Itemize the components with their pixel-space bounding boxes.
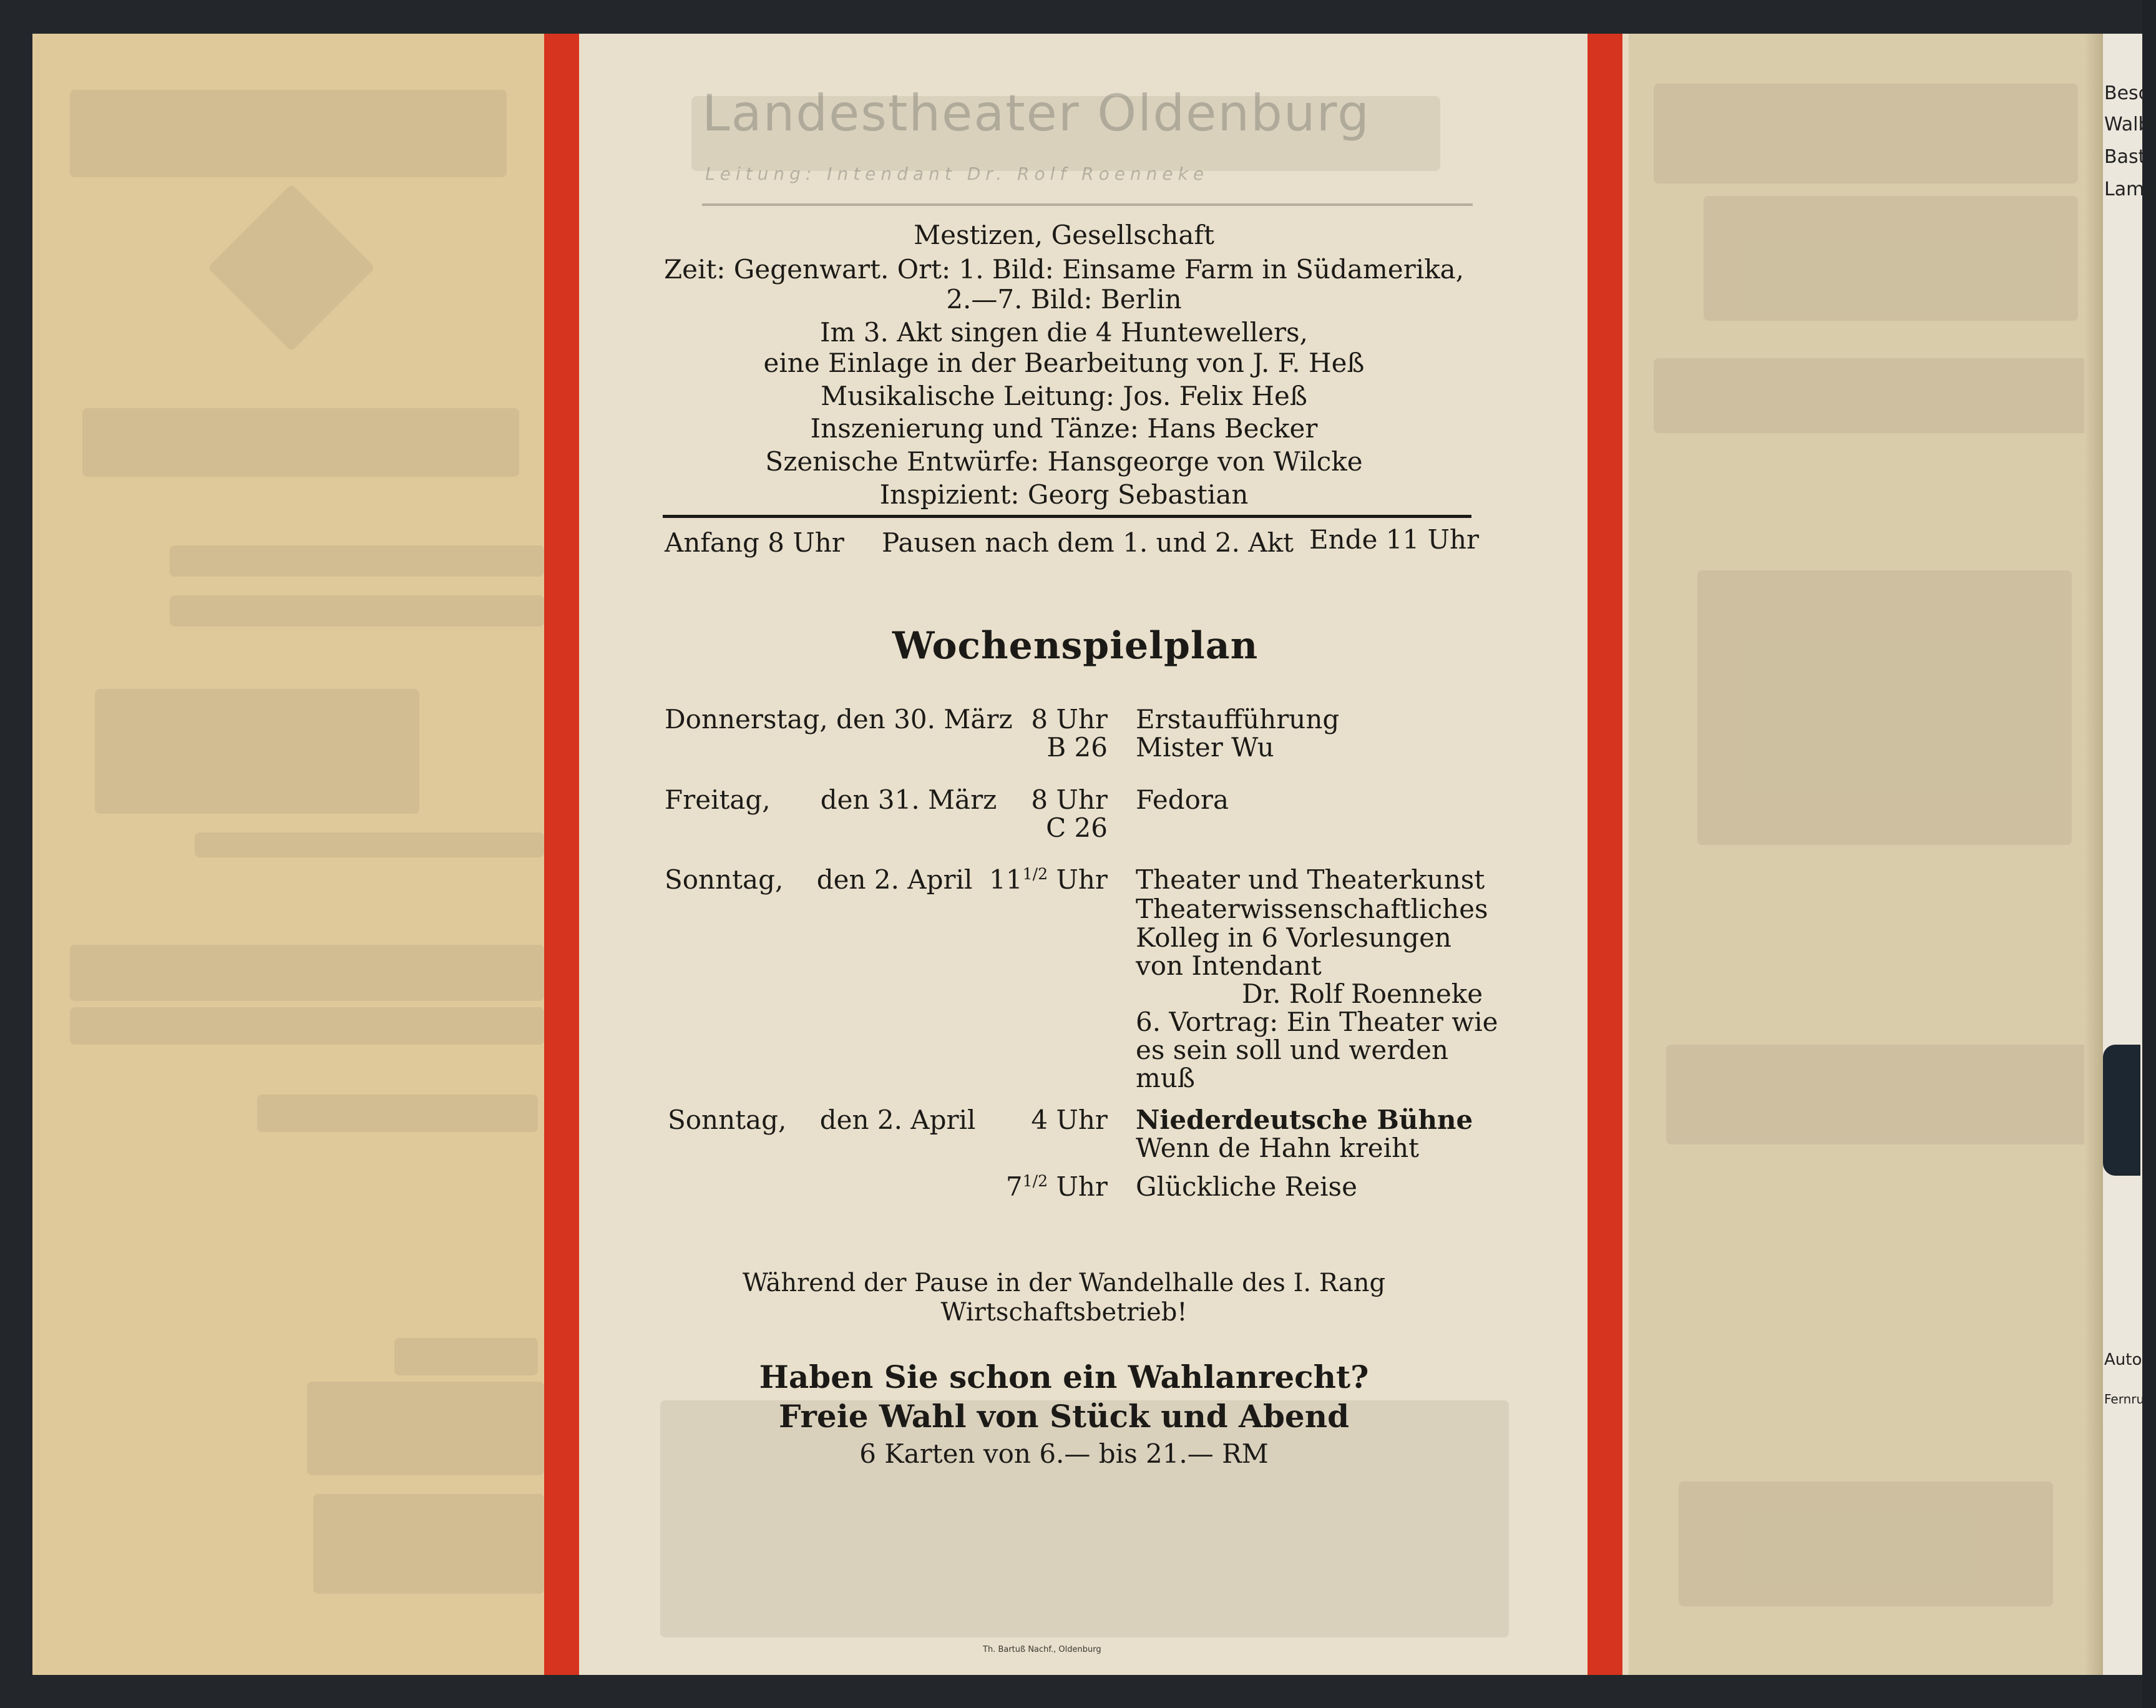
schedule-line: Dr. Rolf Roenneke — [1242, 978, 1483, 1009]
printer-imprint: Th. Bartuß Nachf., Oldenburg — [983, 1645, 1101, 1654]
schedule-title: Theater und Theaterkunst — [1136, 864, 1485, 895]
credits-line: Inspizient: Georg Sebastian — [879, 479, 1249, 510]
schedule-time — [980, 864, 1108, 895]
edge-fragment: Besc — [2104, 82, 2149, 104]
subscription-headline: Haben Sie schon ein Wahlanrecht? — [759, 1359, 1369, 1395]
schedule-line: von Intendant — [1136, 950, 1322, 981]
header-rule — [702, 203, 1473, 206]
schedule-title: Glückliche Reise — [1136, 1171, 1357, 1202]
schedule-line: muß — [1136, 1063, 1195, 1093]
schedule-line: 6. Vortrag: Ein Theater wie — [1136, 1007, 1498, 1037]
schedule-day: Sonntag, den 2. April — [668, 1105, 976, 1135]
schedule-title: Wochenspielplan — [892, 624, 1259, 668]
schedule-code: C 26 — [1046, 813, 1108, 843]
edge-fragment: Lamp — [2104, 178, 2156, 200]
schedule-day: Sonntag, den 2. April — [665, 864, 973, 895]
edge-fragment: Auto - — [2104, 1350, 2154, 1369]
credits-line: Zeit: Gegenwart. Ort: 1. Bild: Einsame Farm in Südamerika, — [663, 254, 1465, 285]
schedule-subtitle: Mister Wu — [1136, 732, 1274, 763]
management-line: Leitung: Intendant Dr. Rolf Roenneke — [705, 163, 1209, 184]
edge-fragment: Walb — [2104, 114, 2150, 135]
schedule-time: 8 Uhr — [1031, 704, 1108, 734]
schedule-line: es sein soll und werden — [1136, 1035, 1449, 1065]
credits-line: Mestizen, Gesellschaft — [914, 220, 1214, 250]
subscription-subline: Freie Wahl von Stück und Abend — [778, 1398, 1350, 1435]
next-page-edge — [2103, 34, 2156, 1675]
start-time: Anfang 8 Uhr — [665, 527, 844, 558]
page-fold — [2084, 34, 2103, 1675]
schedule-title: Erstaufführung — [1136, 704, 1340, 734]
intermission-line: Während der Pause in der Wandelhalle des I. Rang — [742, 1269, 1386, 1297]
pauses-note: Pausen nach dem 1. und 2. Akt — [882, 527, 1294, 558]
credits-line: Szenische Entwürfe: Hansgeorge von Wilcke — [765, 446, 1363, 477]
subscription-price: 6 Karten von 6.— bis 21.— RM — [859, 1438, 1269, 1469]
schedule-time — [980, 1171, 1108, 1202]
schedule-title: Fedora — [1136, 784, 1229, 815]
left-panel-faded-ads — [32, 34, 544, 1675]
credits-line: Im 3. Akt singen die 4 Huntewellers, — [820, 317, 1308, 348]
credits-line: Inszenierung und Tänze: Hans Becker — [810, 413, 1318, 444]
edge-dark-logo — [2103, 1045, 2140, 1176]
schedule-day: Donnerstag, den 30. März — [665, 704, 1013, 734]
schedule-time: 8 Uhr — [1031, 784, 1108, 815]
red-stripe-left — [544, 34, 579, 1675]
red-stripe-right — [1588, 34, 1622, 1675]
schedule-subtitle: Wenn de Hahn kreiht — [1136, 1133, 1420, 1163]
time-unit: Uhr — [1048, 864, 1108, 895]
time-whole: 11 — [989, 864, 1023, 895]
schedule-line: Theaterwissenschaftliches — [1136, 894, 1488, 924]
end-time: Ende 11 Uhr — [1309, 524, 1480, 555]
schedule-time: 4 Uhr — [1031, 1105, 1108, 1135]
schedule-title: Niederdeutsche Bühne — [1136, 1105, 1473, 1135]
time-fraction: 1/2 — [1022, 1172, 1048, 1190]
edge-fragment: Fernruf — [2104, 1392, 2149, 1407]
schedule-code: B 26 — [1046, 732, 1108, 763]
credits-line: Musikalische Leitung: Jos. Felix Heß — [821, 381, 1307, 411]
time-fraction: 1/2 — [1022, 865, 1048, 883]
right-panel-faded-ads — [1629, 34, 2103, 1675]
edge-fragment: Bast, — [2104, 146, 2152, 168]
schedule-day: Freitag, den 31. März — [665, 784, 997, 815]
schedule-line: Kolleg in 6 Vorlesungen — [1136, 922, 1451, 953]
time-unit: Uhr — [1048, 1171, 1108, 1202]
time-whole: 7 — [1005, 1171, 1023, 1202]
intermission-line: Wirtschaftsbetrieb! — [940, 1298, 1188, 1327]
theater-header: Landestheater Oldenburg — [702, 84, 1370, 142]
credits-line: eine Einlage in der Bearbeitung von J. F. Heß — [763, 348, 1365, 378]
credits-rule — [663, 515, 1471, 518]
credits-line: 2.—7. Bild: Berlin — [946, 284, 1182, 315]
